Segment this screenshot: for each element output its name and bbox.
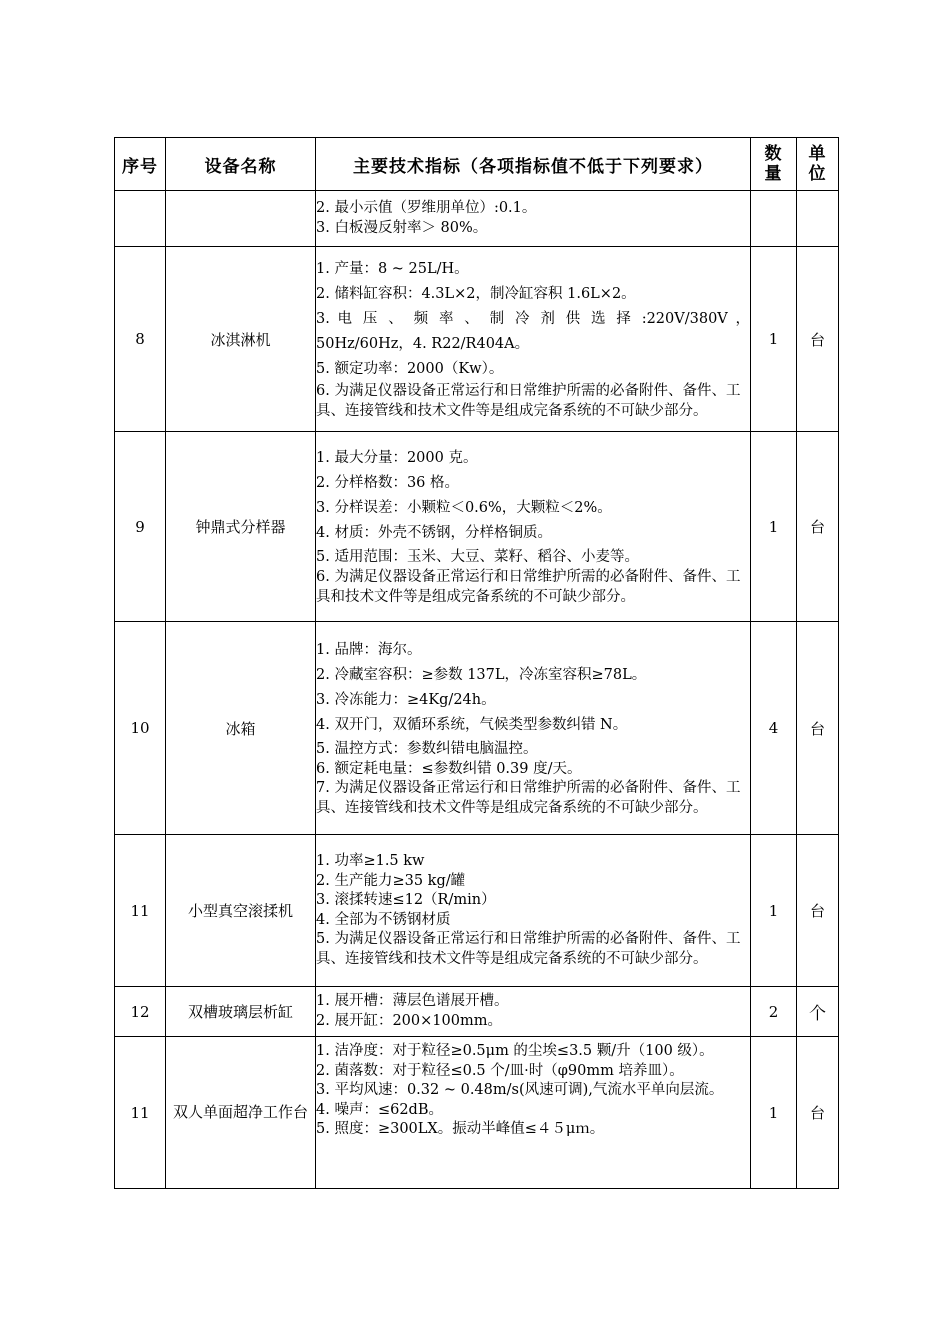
unit-cell: 台 <box>797 622 839 835</box>
spec-line: 7. 为满足仪器设备正常运行和日常维护所需的必备附件、备件、工具、连接管线和技术文件等是组成完备系统的不可缺少部分。 <box>316 780 741 816</box>
quantity-cell: 1 <box>751 1037 797 1189</box>
spec-line: 5. 适用范围：玉米、大豆、菜籽、稻谷、小麦等。 <box>316 549 639 565</box>
spec-line: 1. 洁净度：对于粒径≥0.5μm 的尘埃≤3.5 颗/升（100 级）。 <box>316 1043 714 1059</box>
equipment-name-cell: 双槽玻璃层析缸 <box>166 987 316 1037</box>
spec-cell <box>316 247 751 432</box>
serial-no-cell: 10 <box>115 622 166 835</box>
equipment-name-cell: 双人单面超净工作台 <box>166 1037 316 1189</box>
unit-cell <box>797 191 839 247</box>
spec-line: 5. 照度：≥300LX。振动半峰值≤４５μｍ。 <box>316 1121 605 1137</box>
table-row <box>115 432 839 622</box>
header-equipment-name: 设备名称 <box>166 138 316 191</box>
spec-line: 3. 白板漫反射率＞ 80%。 <box>316 219 488 236</box>
quantity-cell: 4 <box>751 622 797 835</box>
spec-line: 6. 额定耗电量：≤参数纠错 0.39 度/天。 <box>316 760 582 777</box>
spec-cell <box>316 432 751 622</box>
unit-cell: 台 <box>797 835 839 987</box>
unit-cell: 台 <box>797 1037 839 1189</box>
equipment-name-cell: 钟鼎式分样器 <box>166 432 316 622</box>
table-row <box>115 622 839 835</box>
table-row <box>115 191 839 247</box>
spec-line: 1. 最大分量：2000 克。 <box>316 450 478 466</box>
spec-cell <box>316 987 751 1037</box>
spec-line: 2. 生产能力≥35 kg/罐 <box>316 872 466 889</box>
serial-no-cell: 12 <box>115 987 166 1037</box>
spec-line: 3. 平均风速：0.32 ~ 0.48m/s(风速可调),气流水平单向层流。 <box>316 1082 724 1098</box>
spec-line: 4. 材质：外壳不锈钢，分样格铜质。 <box>316 525 552 541</box>
serial-no-cell: 11 <box>115 835 166 987</box>
table-row <box>115 1037 839 1189</box>
header-quantity: 数 量 <box>751 138 797 191</box>
serial-no-cell: 11 <box>115 1037 166 1189</box>
equipment-spec-table <box>114 137 839 1189</box>
spec-line: 5. 额定功率：2000（Kw）。 <box>316 361 504 377</box>
spec-line: 5. 为满足仪器设备正常运行和日常维护所需的必备附件、备件、工具、连接管线和技术文件等是组成完备系统的不可缺少部分。 <box>316 931 741 967</box>
serial-no-cell: 9 <box>115 432 166 622</box>
table-row <box>115 247 839 432</box>
spec-line: 3. 电 压 、 频 率 、 制 冷 剂 供 选 择 :220V/380V ， <box>316 311 750 327</box>
table-row <box>115 987 839 1037</box>
unit-cell: 台 <box>797 432 839 622</box>
equipment-name-cell: 冰淇淋机 <box>166 247 316 432</box>
unit-cell: 个 <box>797 987 839 1037</box>
spec-line: 1. 产量：8 ~ 25L/H。 <box>316 261 469 277</box>
spec-line: 1. 展开槽：薄层色谱展开槽。 <box>316 993 509 1009</box>
spec-line: 2. 冷藏室容积：≥参数 137L，冷冻室容积≥78L。 <box>316 666 647 683</box>
equipment-name-cell: 冰箱 <box>166 622 316 835</box>
spec-line: 2. 最小示值（罗维朋单位）:0.1。 <box>316 200 537 216</box>
header-technical-specs: 主要技术指标（各项指标值不低于下列要求） <box>316 138 751 191</box>
spec-line: 3. 分样误差：小颗粒＜0.6%，大颗粒＜2%。 <box>316 500 612 516</box>
quantity-cell: 1 <box>751 835 797 987</box>
spec-line: 6. 为满足仪器设备正常运行和日常维护所需的必备附件、备件、工具和技术文件等是组成完备系统的不可缺少部分。 <box>316 569 741 605</box>
equipment-name-cell: 小型真空滚揉机 <box>166 835 316 987</box>
quantity-cell <box>751 191 797 247</box>
serial-no-cell: 8 <box>115 247 166 432</box>
header-unit: 单 位 <box>797 138 839 191</box>
unit-cell: 台 <box>797 247 839 432</box>
spec-line: 2. 展开缸：200×100mm。 <box>316 1012 502 1029</box>
spec-line: 2. 分样格数：36 格。 <box>316 475 460 491</box>
spec-line: 2. 储料缸容积：4.3L×2，制冷缸容积 1.6L×2。 <box>316 286 636 302</box>
spec-line: 5. 温控方式：参数纠错电脑温控。 <box>316 740 538 757</box>
spec-line: 6. 为满足仪器设备正常运行和日常维护所需的必备附件、备件、工具、连接管线和技术文件等是组成完备系统的不可缺少部分。 <box>316 383 741 419</box>
header-serial-no: 序号 <box>115 138 166 191</box>
equipment-name-cell <box>166 191 316 247</box>
table-row <box>115 835 839 987</box>
quantity-cell: 1 <box>751 432 797 622</box>
spec-line: 4. 全部为不锈钢材质 <box>316 911 451 928</box>
spec-cell <box>316 835 751 987</box>
spec-cell <box>316 191 751 247</box>
spec-cell <box>316 622 751 835</box>
quantity-cell: 2 <box>751 987 797 1037</box>
spec-line: 4. 噪声：≤62dB。 <box>316 1101 443 1118</box>
spec-line: 50Hz/60Hz，4. R22/R404A。 <box>316 336 530 352</box>
table-header-row <box>115 138 839 191</box>
spec-line: 2. 菌落数：对于粒径≤0.5 个/皿·时（φ90mm 培养皿）。 <box>316 1062 684 1079</box>
quantity-cell: 1 <box>751 247 797 432</box>
spec-line: 1. 功率≥1.5 kw <box>316 853 425 869</box>
spec-line: 4. 双开门，双循环系统，气候类型参数纠错 N。 <box>316 716 628 733</box>
spec-line: 1. 品牌：海尔。 <box>316 641 422 658</box>
spec-line: 3. 冷冻能力：≥4Kg/24h。 <box>316 691 496 708</box>
serial-no-cell <box>115 191 166 247</box>
spec-cell <box>316 1037 751 1189</box>
spec-line: 3. 滚揉转速≤12（R/min） <box>316 892 496 908</box>
